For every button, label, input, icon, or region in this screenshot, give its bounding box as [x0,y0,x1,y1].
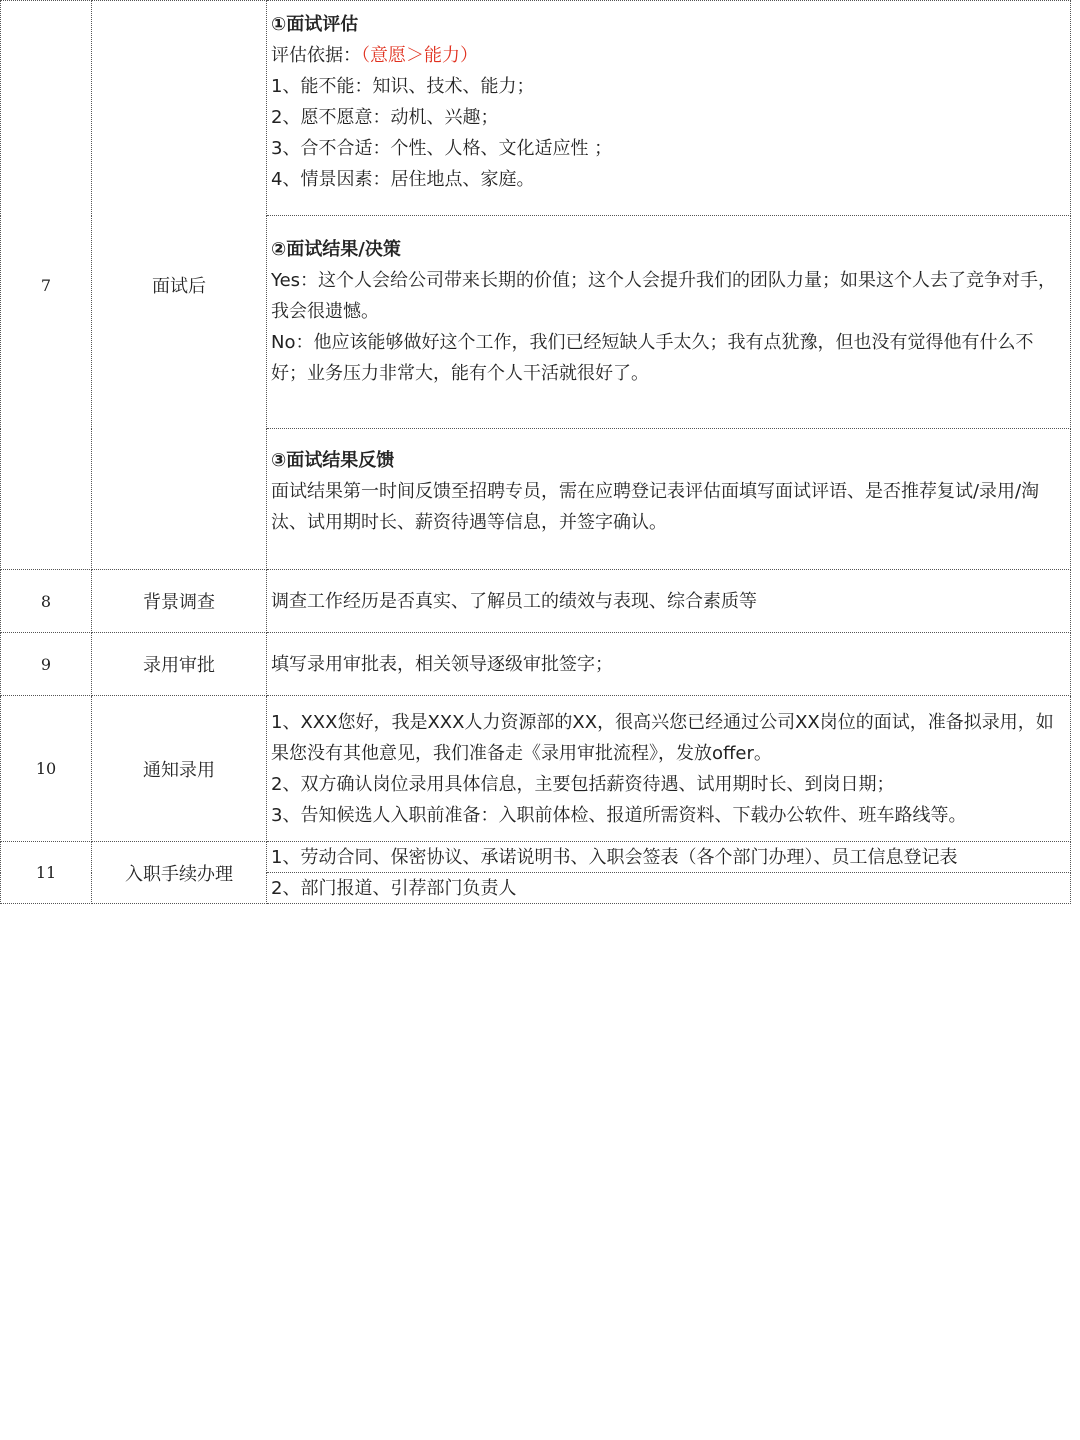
list-item: 4、情景因素：居住地点、家庭。 [271,169,535,190]
step-name: 通知录用 [92,696,267,842]
row-number: 10 [1,696,92,842]
interview-feedback-cell [267,429,1071,570]
section-heading: ③面试结果反馈 [271,450,395,471]
table-row [1,696,1071,842]
step-name: 入职手续办理 [92,842,267,904]
list-item: 3、合不合适：个性、人格、文化适应性 ； [271,138,613,159]
row-number: 11 [1,842,92,904]
row-number: 7 [1,1,92,570]
list-item: 3、告知候选人入职前准备：入职前体检、报道所需资料、下载办公软件、班车路线等。 [271,804,967,826]
section-heading: ②面试结果/决策 [271,239,401,260]
list-item: 1、能不能：知识、技术、能力； [271,76,535,97]
step-name: 录用审批 [92,633,267,696]
table-row [1,570,1071,633]
table-row [1,842,1071,873]
decision-no: No：他应该能够做好这个工作，我们已经短缺人手太久；我有点犹豫，但也没有觉得他有什么不好；业务压力非常大，能有个人干活就很好了。 [271,332,1034,384]
list-item: 2、部门报道、引荐部门负责人 [267,873,1071,904]
evaluation-basis-highlight: （意愿＞能力） [361,45,478,66]
feedback-text: 面试结果第一时间反馈至招聘专员，需在应聘登记表评估面填写面试评语、是否推荐复试/录用/淘汰、试用期时长、薪资待遇等信息，并签字确认。 [271,481,1040,533]
interview-decision-cell [267,216,1071,429]
row-number: 8 [1,570,92,633]
decision-yes: Yes：这个人会给公司带来长期的价值；这个人会提升我们的团队力量；如果这个人去了竞争对手，我会很遗憾。 [271,270,1057,322]
row-number: 9 [1,633,92,696]
step-name: 背景调查 [92,570,267,633]
list-item: 1、XXX您好，我是XXX人力资源部的XX，很高兴您已经通过公司XX岗位的面试，准备拟录用，如果您没有其他意见，我们准备走《录用审批流程》，发放offer。 [271,711,1054,764]
list-item: 2、愿不愿意：动机、兴趣； [271,107,499,128]
step-description: 调查工作经历是否真实、了解员工的绩效与表现、综合素质等 [267,570,1071,633]
step-description: 填写录用审批表，相关领导逐级审批签字； [267,633,1071,696]
list-item: 1、劳动合同、保密协议、承诺说明书、入职会签表（各个部门办理）、员工信息登记表 [267,842,1071,873]
section-heading: ①面试评估 [271,14,359,35]
step-description [267,696,1071,842]
evaluation-basis-label: 评估依据： [271,45,361,66]
list-item: 2、双方确认岗位录用具体信息，主要包括薪资待遇、试用期时长、到岗日期； [271,773,895,795]
evaluation-basis [271,40,1064,71]
table-row [1,1,1071,216]
table-row [1,633,1071,696]
interview-evaluation-cell [267,1,1071,216]
step-name: 面试后 [92,1,267,570]
